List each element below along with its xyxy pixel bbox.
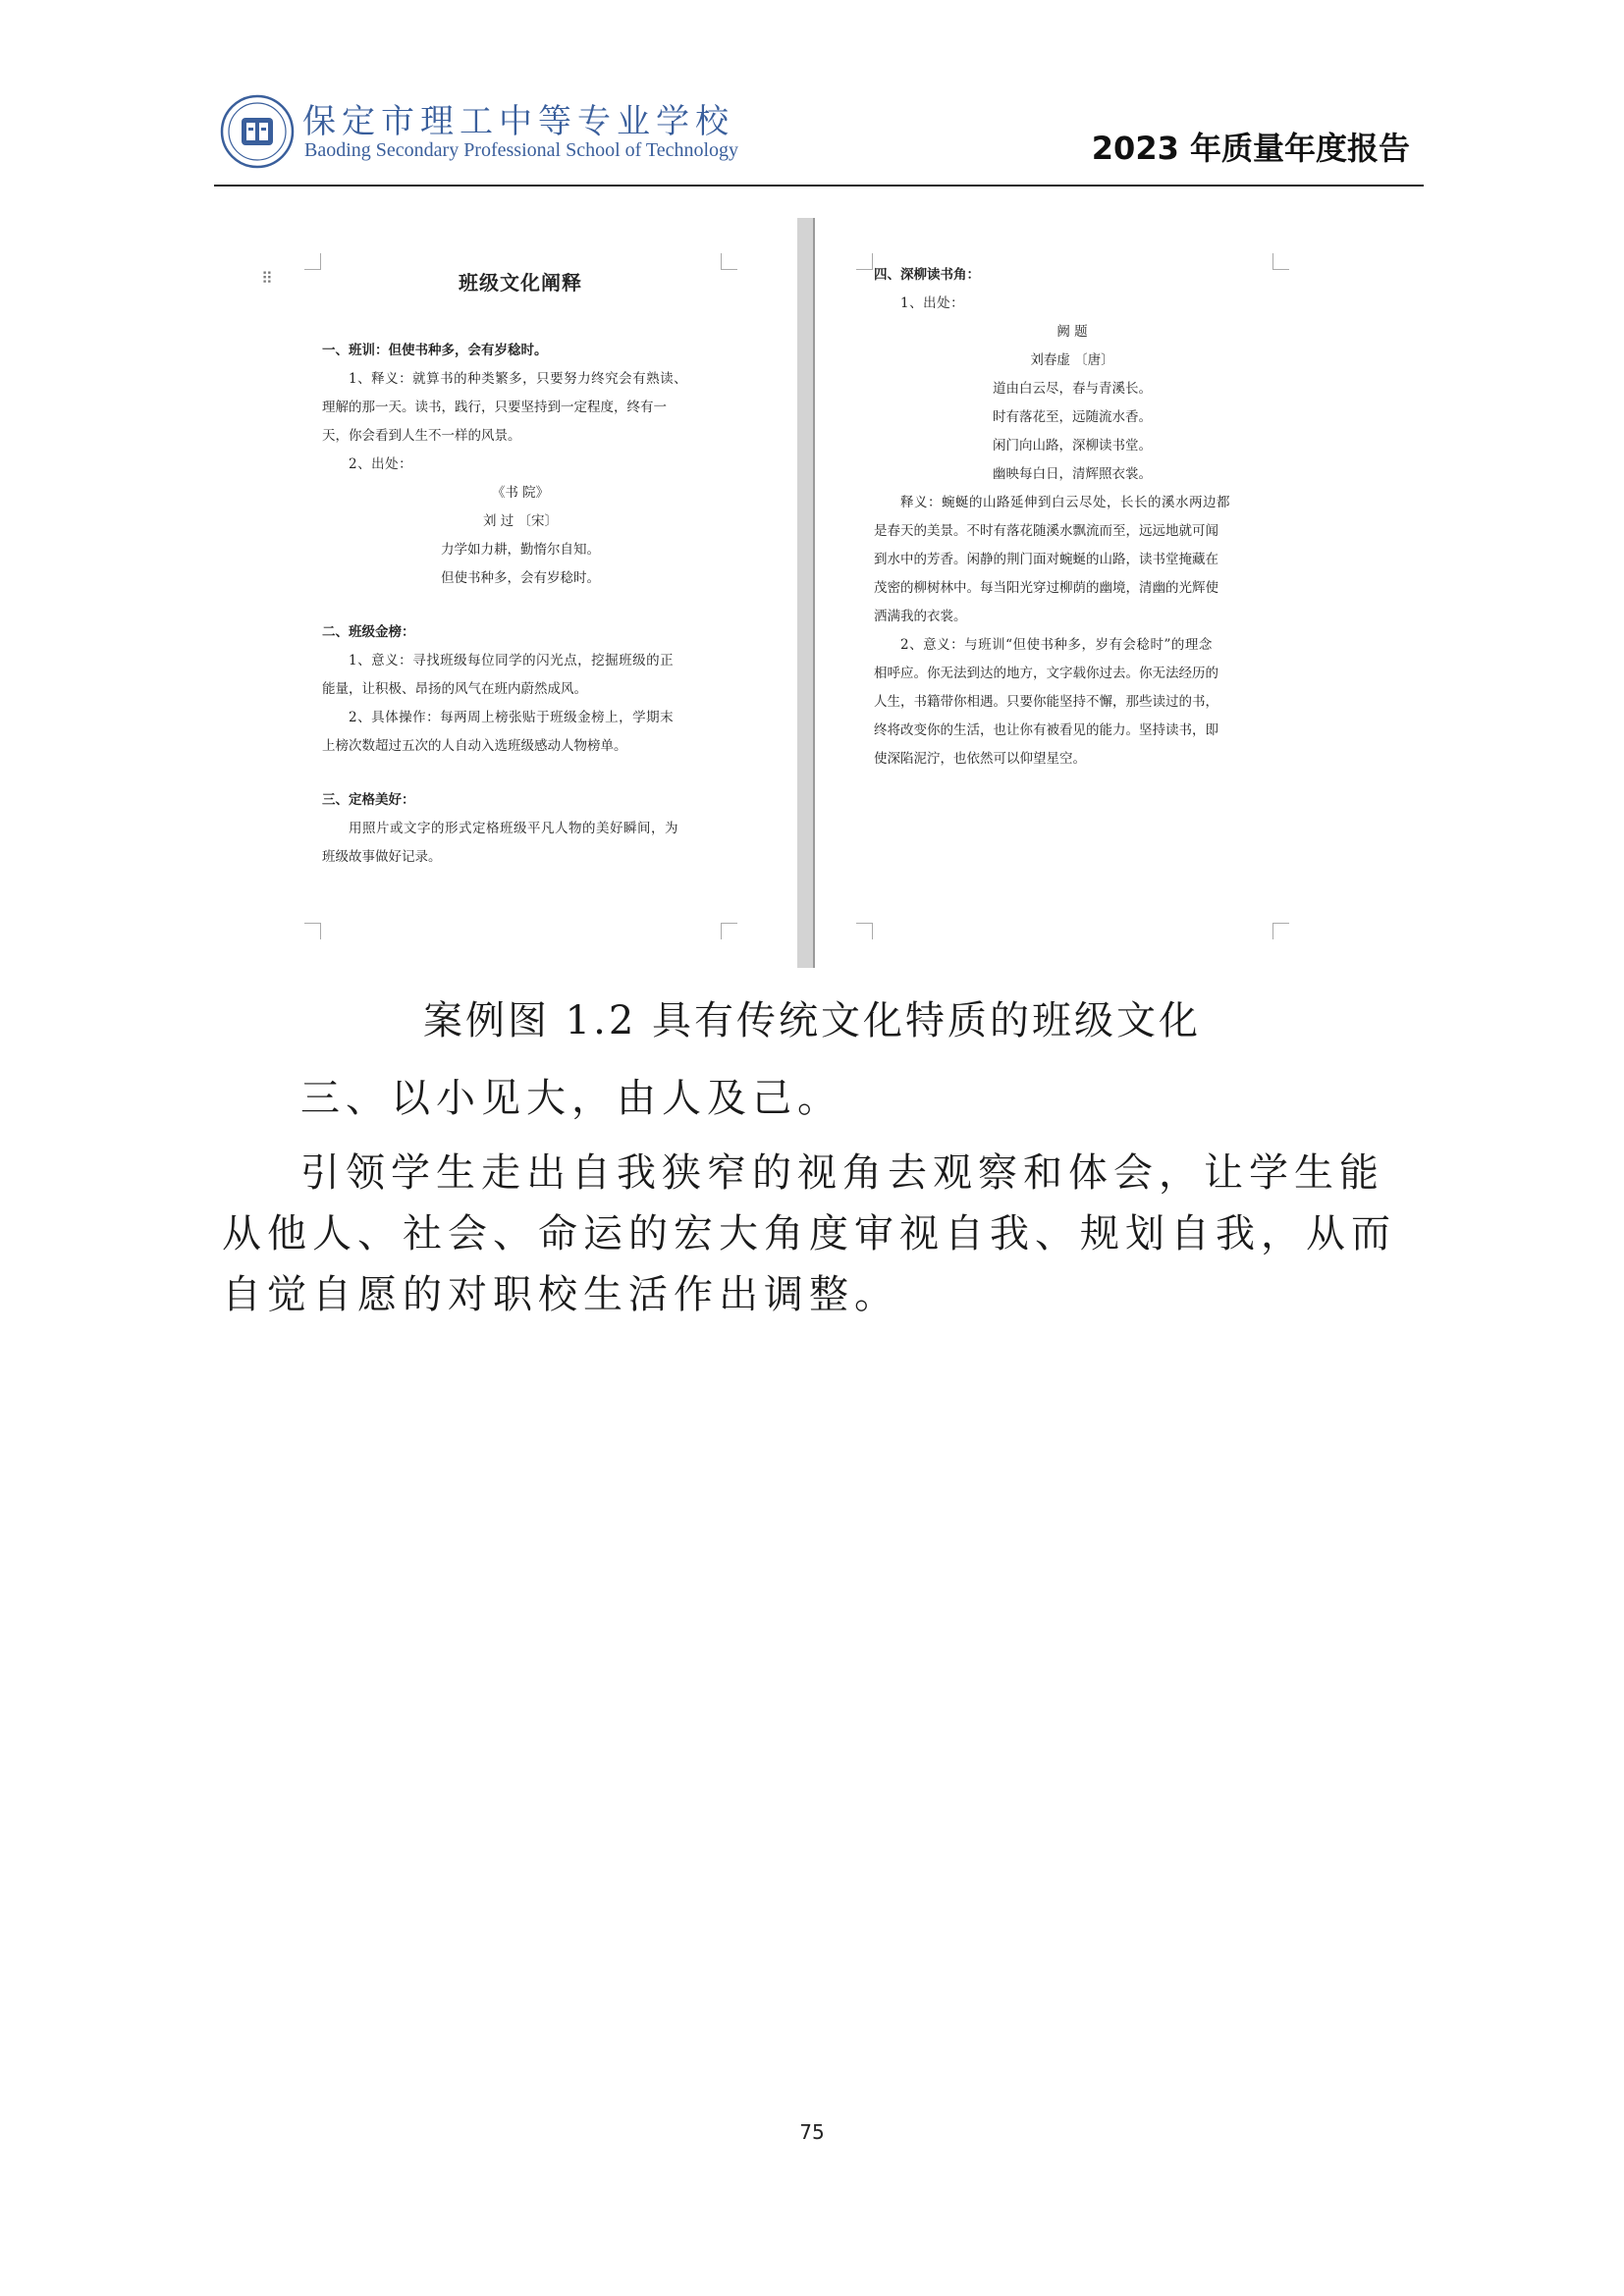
text-line: 使深陷泥泞，也依然可以仰望星空。 <box>874 751 1086 767</box>
text-line: 2、具体操作：每两周上榜张贴于班级金榜上，学期末 <box>349 710 675 725</box>
left-page-title: 班级文化阐释 <box>459 271 582 294</box>
poem-author: 刘春虚 〔唐〕 <box>1030 352 1114 368</box>
text-line: 人生，书籍带你相遇。只要你能坚持不懈，那些读过的书， <box>874 694 1218 710</box>
text-line: 洒满我的衣裳。 <box>874 609 967 624</box>
text-line: 用照片或文字的形式定格班级平凡人物的美好瞬间，为 <box>349 821 678 836</box>
page-corner-mark <box>304 923 321 939</box>
poem-line: 幽映每白日，清辉照衣裳。 <box>993 466 1152 482</box>
page-corner-mark <box>1272 923 1289 939</box>
text-line: 上榜次数超过五次的人自动入选班级感动人物榜单。 <box>322 738 627 754</box>
text-line: 茂密的柳树林中。每当阳光穿过柳荫的幽境，清幽的光辉使 <box>874 580 1218 596</box>
text-line: 2、意义：与班训“但使书种多，岁有会稔时”的理念 <box>900 637 1213 653</box>
text-line: 到水中的芳香。闲静的荆门面对蜿蜒的山路，读书堂掩藏在 <box>874 552 1218 567</box>
text-line: 能量，让积极、昂扬的风气在班内蔚然成风。 <box>322 681 587 697</box>
poem-line: 力学如力耕，勤惰尔自知。 <box>441 542 600 558</box>
poem-line: 闲门向山路，深柳读书堂。 <box>993 438 1152 454</box>
poem-line: 刘 过 〔宋〕 <box>482 513 559 529</box>
text-line: 2、出处： <box>349 456 413 472</box>
right-document-page <box>827 218 1318 968</box>
poem-line: 时有落花至，远随流水香。 <box>993 409 1152 425</box>
text-line: 是春天的美景。不时有落花随溪水飘流而至，远远地就可闻 <box>874 523 1218 539</box>
drag-handle-icon[interactable]: ⠿ <box>261 269 273 288</box>
poem-line: 《书 院》 <box>491 485 550 501</box>
school-emblem-icon <box>220 94 295 169</box>
poem-line: 道由白云尽，春与青溪长。 <box>993 381 1152 397</box>
section-heading: 四、深柳读书角： <box>874 267 980 283</box>
text-line: 1、意义：寻找班级每位同学的闪光点，挖掘班级的正 <box>349 653 675 668</box>
left-document-page <box>261 218 766 968</box>
poem-line: 但使书种多，会有岁稔时。 <box>441 570 600 586</box>
text-line: 释义：蜿蜒的山路延伸到白云尽处，长长的溪水两边都 <box>900 495 1230 510</box>
poem-title: 阙 题 <box>1056 324 1088 340</box>
report-title: 2023 年质量年度报告 <box>1091 130 1410 167</box>
page-header <box>214 84 1424 183</box>
text-line: 1、释义：就算书的种类繁多，只要努力终究会有熟读、 <box>349 371 688 387</box>
school-name-en: Baoding Secondary Professional School of Technology <box>304 139 739 161</box>
page-number: 75 <box>799 2120 825 2144</box>
page-corner-mark <box>721 253 737 270</box>
page-gutter <box>797 218 813 968</box>
page-corner-mark <box>304 253 321 270</box>
section-heading: 二、班级金榜： <box>322 624 415 640</box>
page-gutter-edge <box>813 218 815 968</box>
text-line: 相呼应。你无法到达的地方，文字载你过去。你无法经历的 <box>874 666 1218 681</box>
section-heading-main: 三、以小见大，由人及己。 <box>300 1076 842 1121</box>
body-paragraph: 引领学生走出自我狭窄的视角去观察和体会，让学生能从他人、社会、命运的宏大角度审视自我、规划自我，从而自觉自愿的对职校生活作出调整。 <box>222 1150 1396 1317</box>
text-line: 理解的那一天。读书，践行，只要坚持到一定程度，终有一 <box>322 400 667 415</box>
text-line: 1、出处： <box>900 295 965 311</box>
text-line: 天，你会看到人生不一样的风景。 <box>322 428 521 444</box>
section-heading: 一、班训：但使书种多，会有岁稔时。 <box>322 343 548 358</box>
text-line: 终将改变你的生活，也让你有被看见的能力。坚持读书，即 <box>874 722 1218 738</box>
school-name-cn: 保定市理工中等专业学校 <box>302 102 734 141</box>
header-divider <box>214 185 1424 187</box>
page-corner-mark <box>856 923 873 939</box>
page-corner-mark <box>1272 253 1289 270</box>
page-corner-mark <box>721 923 737 939</box>
page-corner-mark <box>856 253 873 270</box>
section-heading: 三、定格美好： <box>322 792 415 808</box>
figure-caption: 案例图 1.2 具有传统文化特质的班级文化 <box>422 998 1202 1043</box>
document-screenshot-figure <box>261 218 1335 968</box>
text-line: 班级故事做好记录。 <box>322 849 442 865</box>
